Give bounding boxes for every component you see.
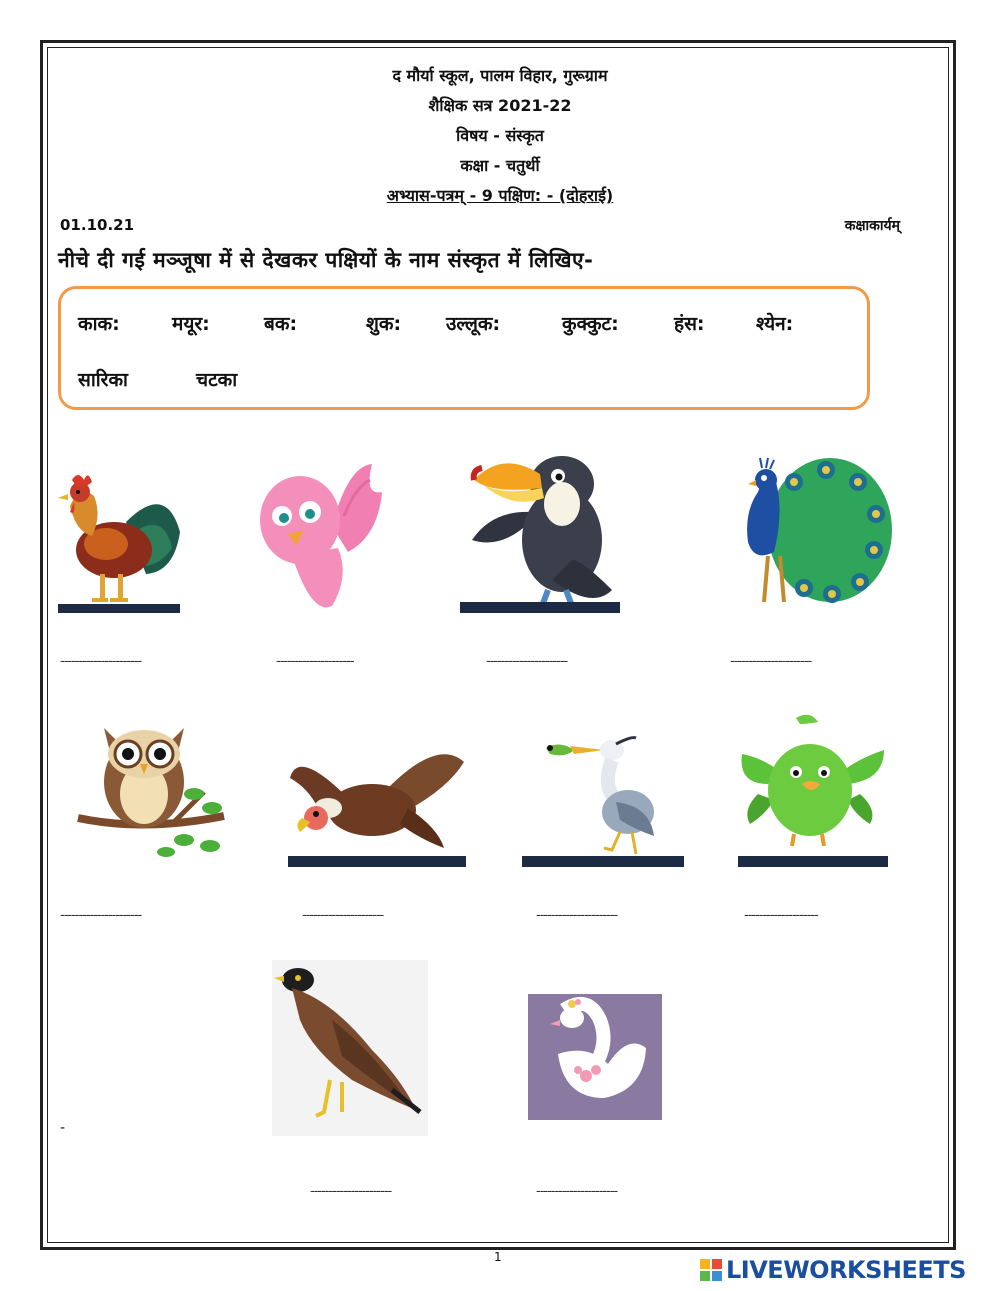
swan-icon xyxy=(528,994,662,1132)
answer-blank[interactable]: ---------------------- xyxy=(536,1184,618,1199)
myna-icon xyxy=(272,960,428,1136)
answer-blank[interactable]: -------------------- xyxy=(744,908,818,923)
word-box-word: श्येन: xyxy=(756,313,794,335)
session-line: शैक्षिक सत्र 2021-22 xyxy=(428,96,572,115)
vectorstock-bar xyxy=(58,604,180,613)
pink-bird-icon xyxy=(252,456,392,616)
shutterstock-strip xyxy=(528,1120,662,1132)
answer-blank[interactable]: ---------------------- xyxy=(536,908,618,923)
word-box-word: हंस: xyxy=(674,313,705,335)
subject-line: विषय - संस्कृत xyxy=(456,126,544,145)
liveworksheets-logo-text: LIVEWORKSHEETS xyxy=(726,1256,966,1284)
vectorstock-bar xyxy=(460,602,620,613)
word-box-word: चटका xyxy=(196,369,238,391)
school-name: द मौर्या स्कूल, पालम विहार, गुरूग्राम xyxy=(392,66,608,85)
answer-blank[interactable]: --------------------- xyxy=(276,654,354,669)
date-label: 01.10.21 xyxy=(60,216,135,234)
answer-blank[interactable]: ---------------------- xyxy=(60,908,142,923)
vulture-icon xyxy=(288,738,466,868)
answer-blank[interactable]: ---------------------- xyxy=(730,654,812,669)
word-box-word: शुक: xyxy=(366,313,402,335)
owl-icon xyxy=(74,712,226,862)
parrot-icon xyxy=(738,714,888,868)
page-border-inner xyxy=(47,47,949,1243)
stray-dash: - xyxy=(60,1120,66,1136)
peacock-icon xyxy=(734,452,892,618)
word-box-word: उल्लूक: xyxy=(446,313,501,335)
word-box-word: कुक्कुट: xyxy=(562,313,619,335)
worksheet-title: अभ्यास-पत्रम् - 9 पक्षिण: - (दोहराई) xyxy=(386,186,614,205)
word-box xyxy=(58,286,870,410)
toucan-icon xyxy=(462,440,624,616)
rooster-icon xyxy=(56,462,182,614)
answer-blank[interactable]: ---------------------- xyxy=(302,908,384,923)
instruction-text: नीचे दी गई मञ्जूषा में से देखकर पक्षियों के नाम संस्कृत में लिखिए- xyxy=(58,248,594,272)
word-box-word: काक: xyxy=(78,313,120,335)
word-box-word: सारिका xyxy=(78,369,128,391)
word-box-word: मयूर: xyxy=(172,313,210,335)
liveworksheets-logo[interactable] xyxy=(700,1256,966,1284)
liveworksheets-logo-icon xyxy=(700,1259,722,1281)
heron-icon xyxy=(520,726,684,868)
answer-blank[interactable]: ---------------------- xyxy=(486,654,568,669)
answer-blank[interactable]: ---------------------- xyxy=(310,1184,392,1199)
word-box-word: बक: xyxy=(264,313,298,335)
work-type-label: कक्षाकार्यम् xyxy=(844,218,900,234)
answer-blank[interactable]: ---------------------- xyxy=(60,654,142,669)
class-line: कक्षा - चतुर्थी xyxy=(460,156,540,175)
page-number: 1 xyxy=(494,1250,502,1264)
vectorstock-bar xyxy=(522,856,684,867)
vectorstock-bar xyxy=(288,856,466,867)
vectorstock-bar xyxy=(738,856,888,867)
